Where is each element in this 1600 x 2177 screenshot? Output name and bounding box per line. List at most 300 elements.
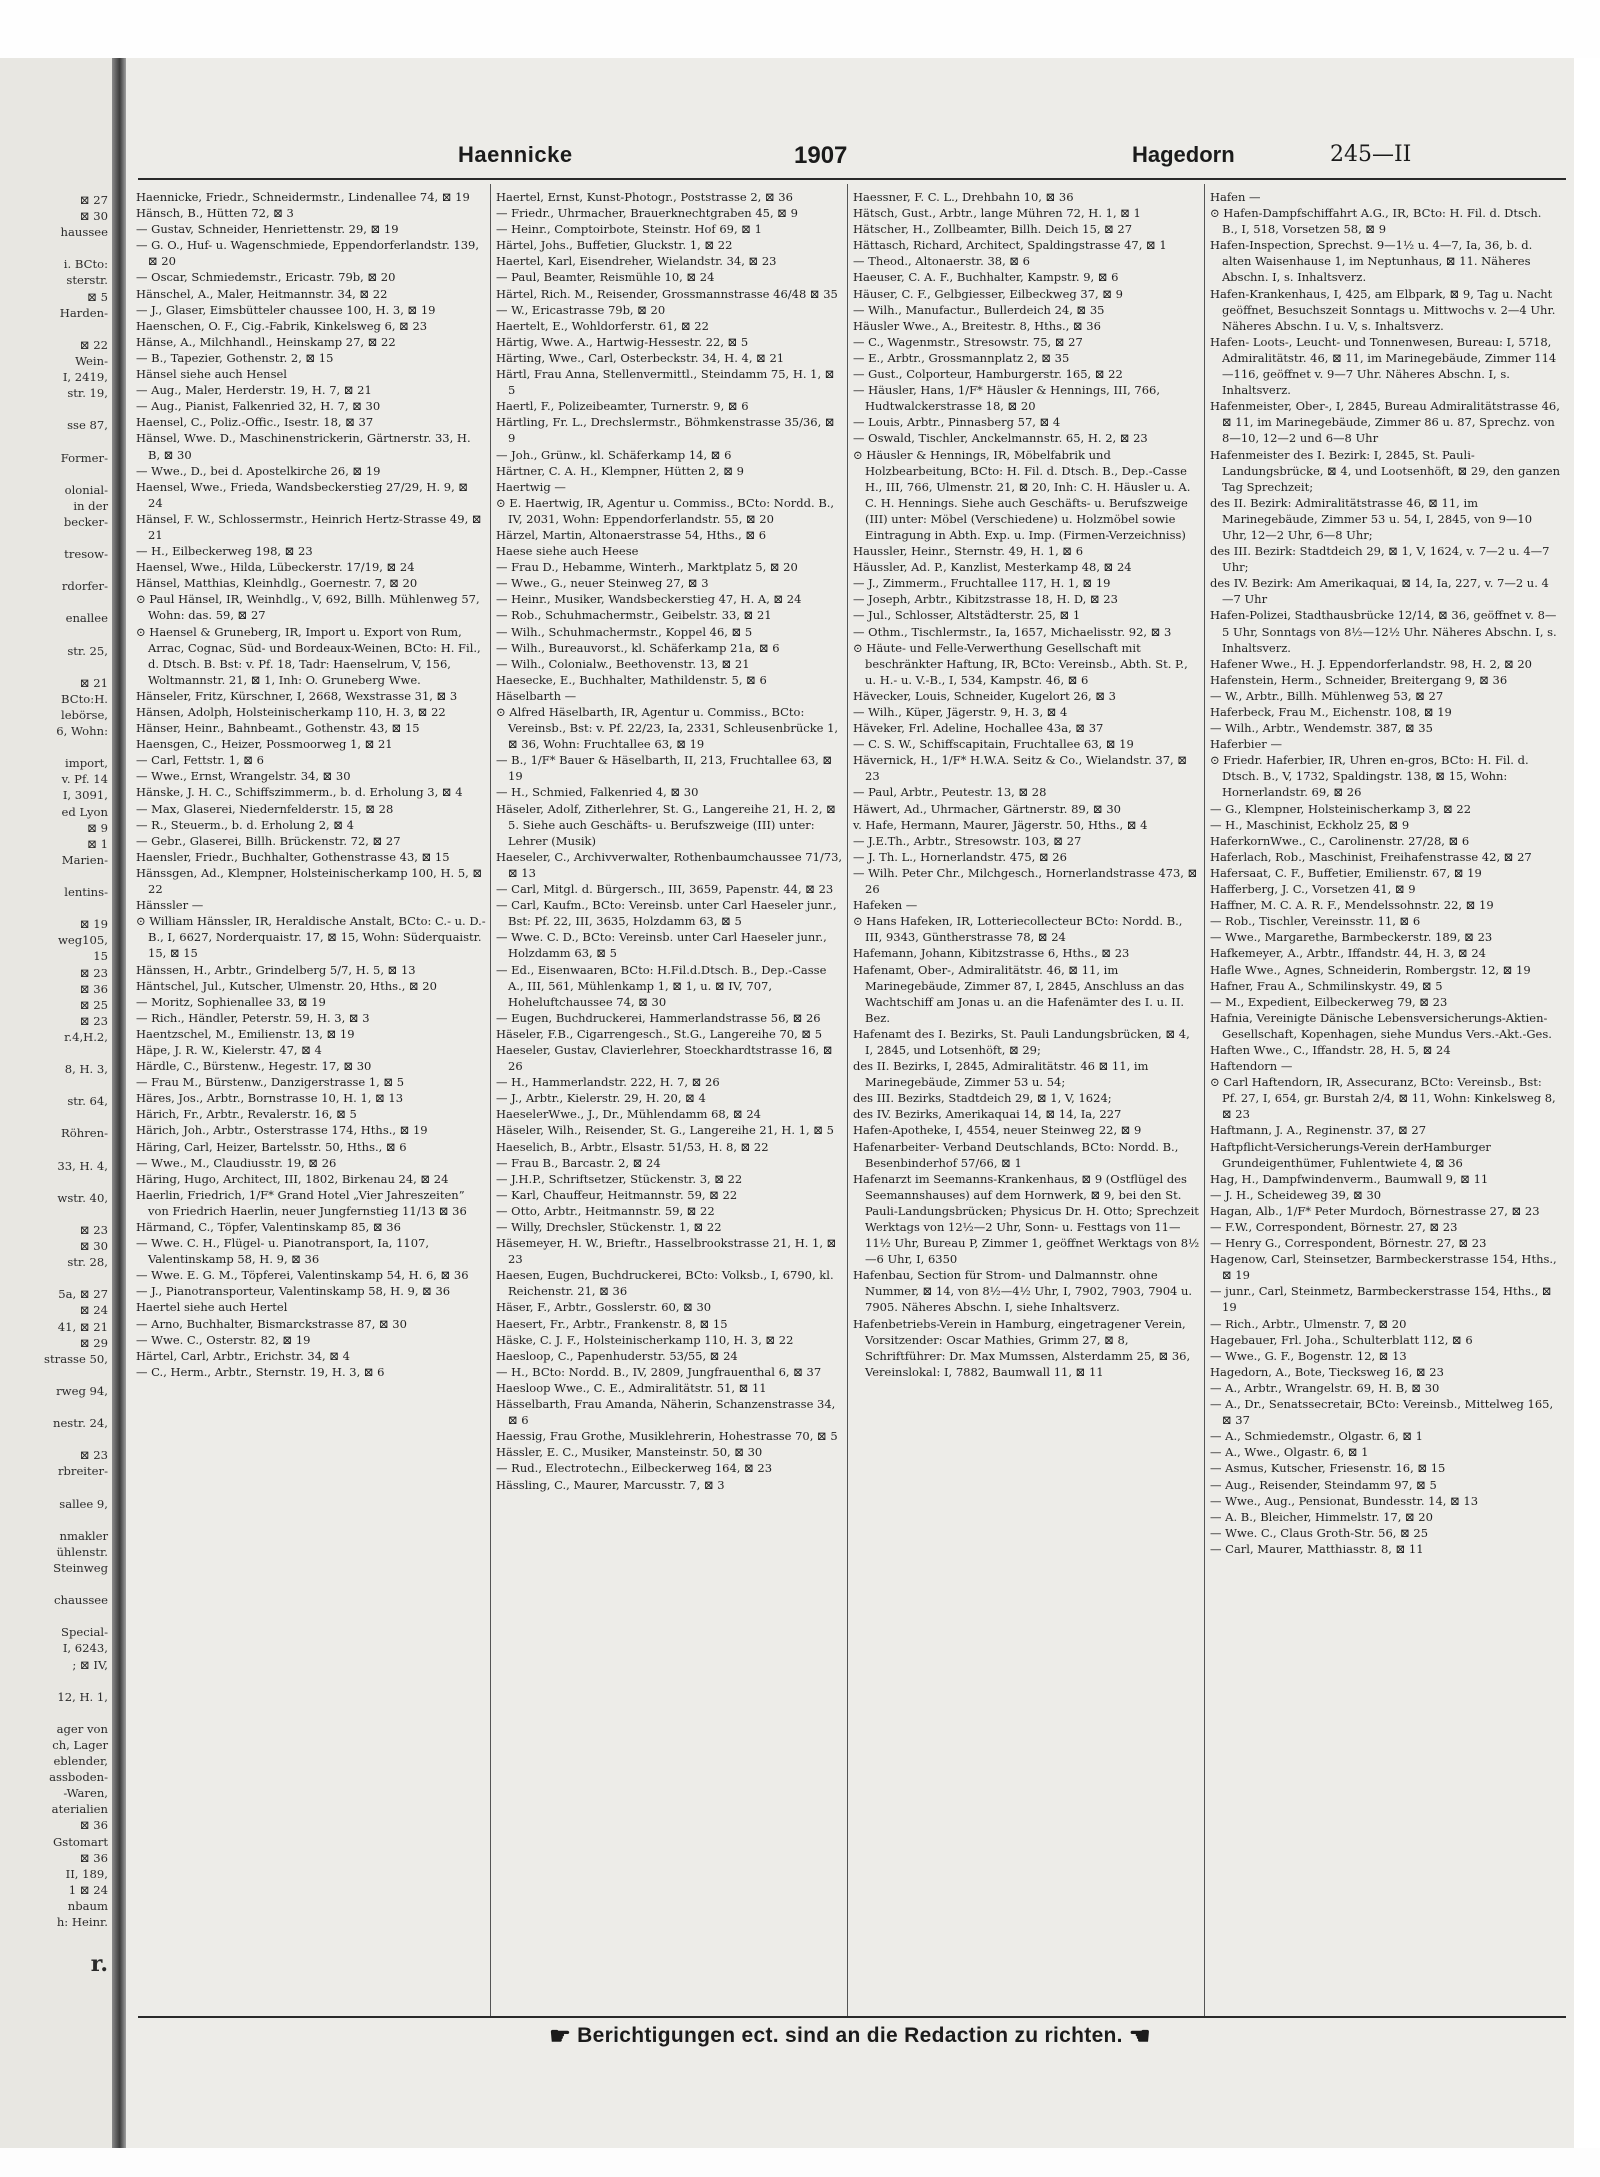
- directory-entry: — Max, Glaserei, Niedernfelderstr. 15, ⊠ 28: [136, 801, 394, 816]
- facing-page-fragment: [4, 240, 108, 256]
- directory-entry: Härich, Fr., Arbtr., Revalerstr. 16, ⊠ 5: [136, 1107, 357, 1122]
- directory-entry: Häsemeyer, H. W., Brieftr., Hasselbrookstrasse 21, H. 1, ⊠ 23: [496, 1236, 837, 1267]
- directory-entry: — Carl, Fettstr. 1, ⊠ 6: [136, 753, 264, 768]
- directory-entry: — Rud., Electrotechn., Eilbeckerweg 164, ⊠ 23: [496, 1461, 773, 1476]
- directory-entry: Haertelt, E., Wohldorferstr. 61, ⊠ 22: [496, 318, 709, 333]
- directory-entry: Häpe, J. R. W., Kielerstr. 47, ⊠ 4: [136, 1042, 322, 1057]
- facing-page-fragment: lebörse,: [60, 708, 108, 722]
- directory-entry: — Gustav, Schneider, Henriettenstr. 29, ⊠ 19: [136, 222, 399, 237]
- directory-entry: — Rich., Händler, Peterstr. 59, H. 3, ⊠ 3: [136, 1010, 370, 1025]
- directory-entry: Hafnia, Vereinigte Dänische Lebensversicherungs-Aktien-Gesellschaft, Kopenhagen, siehe Mundus Vers.-Akt.-Ges.: [1210, 1010, 1552, 1041]
- facing-page-fragment: Wein-: [75, 353, 108, 368]
- directory-entry: — Frau M., Bürstenw., Danzigerstrasse 1, ⊠ 5: [136, 1075, 405, 1090]
- directory-entry: — Carl, Mitgl. d. Bürgersch., III, 3659, Papenstr. 44, ⊠ 23: [496, 882, 834, 897]
- facing-page-fragment: ⊠ 36: [79, 1818, 108, 1833]
- directory-entry: ⊙ Hans Hafeken, IR, Lotteriecollecteur BCto: Nordd. B., III, 9343, Güntherstrasse 78, ⊠ 24: [853, 914, 1183, 945]
- directory-entry: Hafersaat, C. F., Buffetier, Emilienstr. 67, ⊠ 19: [1210, 865, 1482, 880]
- directory-entry: — Wwe. C. D., BCto: Vereinsb. unter Carl Haeseler junr., Holzdamm 63, ⊠ 5: [496, 930, 827, 961]
- directory-entry: Häres, Jos., Arbtr., Bornstrasse 10, H. 1, ⊠ 13: [136, 1091, 404, 1106]
- directory-entry: Haertwig —: [496, 479, 566, 494]
- directory-entry: Hafenmeister, Ober-, I, 2845, Bureau Admiralitätstrasse 46, ⊠ 11, im Marinegebäude, Zimmer 86 u. 87, Sprechz. von 8—10, 12—2 und 6—8 Uhr: [1210, 399, 1560, 446]
- facing-page-fragment: ager von: [56, 1721, 108, 1736]
- directory-entry: — W., Arbtr., Billh. Mühlenweg 53, ⊠ 27: [1210, 688, 1444, 703]
- directory-entry: ⊙ Alfred Häselbarth, IR, Agentur u. Commiss., BCto: Vereinsb., Bst: v. Pf. 22/23, Ia, 2331, Schleusenbrücke 1, ⊠ 36, Wohn: Fruchtallee 63, ⊠ 19: [496, 705, 839, 752]
- directory-entry: Haenschen, O. F., Cig.-Fabrik, Kinkelsweg 6, ⊠ 23: [136, 318, 428, 333]
- page-number: 245—II: [1330, 142, 1412, 167]
- facing-page-fragment: sterstr.: [66, 273, 108, 288]
- directory-entry: Hänsel, Wwe. D., Maschinenstrickerin, Gärtnerstr. 33, H. B, ⊠ 30: [136, 431, 471, 462]
- facing-page-fragment: I, 2419,: [62, 370, 108, 385]
- directory-entry: — J., Glaser, Eimsbütteler chaussee 100, H. 3, ⊠ 19: [136, 302, 436, 317]
- directory-entry: Haeuser, C. A. F., Buchhalter, Kampstr. 9, ⊠ 6: [853, 270, 1119, 285]
- directory-entry: — Gebr., Glaserei, Billh. Brückenstr. 72, ⊠ 27: [136, 833, 401, 848]
- directory-entry: Haesen, Eugen, Buchdruckerei, BCto: Volksb., I, 6790, kl. Reichenstr. 21, ⊠ 36: [496, 1268, 834, 1299]
- directory-entry: Hänssgen, Ad., Klempner, Holsteinischerkamp 100, H. 5, ⊠ 22: [136, 865, 483, 897]
- facing-page-fragment: [4, 562, 108, 578]
- directory-entry: — J., Zimmerm., Fruchtallee 117, H. 1, ⊠ 19: [853, 576, 1111, 591]
- directory-entry: — Frau D., Hebamme, Winterh., Marktplatz 5, ⊠ 20: [496, 560, 798, 575]
- facing-page-fragment: assboden-: [49, 1770, 108, 1785]
- directory-entry: — B., 1/F* Bauer & Häselbarth, II, 213, Fruchtallee 63, ⊠ 19: [496, 753, 833, 784]
- directory-entry: — Eugen, Buchdruckerei, Hammerlandstrasse 56, ⊠ 26: [496, 1010, 821, 1025]
- scan-margin-bottom: [0, 2148, 1600, 2177]
- directory-entry: des II. Bezirk: Admiralitätstrasse 46, ⊠ 11, im Marinegebäude, Zimmer 53 u. 54, I, 2845, von 9—10 Uhr, 12—2 Uhr, 6—8 Uhr;: [1210, 495, 1533, 542]
- directory-entry: — Oswald, Tischler, Anckelmannstr. 65, H. 2, ⊠ 23: [853, 431, 1148, 446]
- directory-entry: — Carl, Kaufm., BCto: Vereinsb. unter Carl Haeseler junr., Bst: Pf. 22, III, 3635, Holzdamm 63, ⊠ 5: [496, 898, 837, 929]
- facing-page-fragment: [4, 1480, 108, 1496]
- facing-page-fragment: i. BCto:: [63, 257, 108, 272]
- directory-entry: — H., Eilbeckerweg 198, ⊠ 23: [136, 544, 313, 559]
- facing-page-fragment: [4, 1576, 108, 1592]
- directory-entry: Haftmann, J. A., Reginenstr. 37, ⊠ 27: [1210, 1123, 1427, 1138]
- directory-entry: Härtig, Wwe. A., Hartwig-Hessestr. 22, ⊠ 5: [496, 334, 749, 349]
- facing-page-text: [4, 192, 108, 1978]
- directory-entry: Härtling, Fr. L., Drechslermstr., Böhmkenstrasse 35/36, ⊠ 9: [496, 415, 835, 446]
- directory-entry: Haese siehe auch Heese: [496, 544, 639, 559]
- directory-entry: — Wwe., G., neuer Steinweg 27, ⊠ 3: [496, 576, 709, 591]
- facing-page-fragment: 1 ⊠ 24: [68, 1882, 108, 1897]
- directory-entry: — Carl, Maurer, Matthiasstr. 8, ⊠ 11: [1210, 1541, 1424, 1556]
- directory-entry: Hafle Wwe., Agnes, Schneiderin, Rombergstr. 12, ⊠ 19: [1210, 962, 1531, 977]
- facing-page-fragment: [4, 868, 108, 884]
- directory-entry: Haentzschel, M., Emilienstr. 13, ⊠ 19: [136, 1026, 355, 1041]
- facing-page-fragment: str. 19,: [67, 386, 108, 401]
- directory-entry: ⊙ William Hänssler, IR, Heraldische Anstalt, BCto: C.- u. D.-B., I, 6627, Norderquaistr. 17, ⊠ 15, Wohn: Süderquaistr. 15, ⊠ 15: [136, 914, 486, 961]
- facing-page-fragment: ⊠ 36: [79, 1850, 108, 1865]
- facing-page-fragment: [4, 1174, 108, 1190]
- facing-page-fragment: str. 28,: [67, 1255, 108, 1270]
- directory-entry: des IV. Bezirk: Am Amerikaquai, ⊠ 14, Ia, 227, v. 7—2 u. 4—7 Uhr: [1210, 576, 1549, 607]
- directory-entry: Häussler, Ad. P., Kanzlist, Mesterkamp 48, ⊠ 24: [853, 560, 1132, 575]
- directory-entry: — C. S. W., Schiffscapitain, Fruchtallee 63, ⊠ 19: [853, 737, 1134, 752]
- directory-entry: — H., Hammerlandstr. 222, H. 7, ⊠ 26: [496, 1075, 720, 1090]
- directory-entry: ⊙ Paul Hänsel, IR, Weinhdlg., V, 692, Billh. Mühlenweg 57, Wohn: das. 59, ⊠ 27: [136, 592, 480, 623]
- facing-page-fragment: rweg 94,: [56, 1383, 108, 1398]
- directory-entry: — M., Expedient, Eilbeckerweg 79, ⊠ 23: [1210, 994, 1448, 1009]
- facing-page-fragment: str. 64,: [67, 1094, 108, 1109]
- directory-column-4: [1210, 189, 1560, 2014]
- page-footer: [126, 2022, 1574, 2051]
- facing-page-fragment: nbaum: [67, 1898, 108, 1913]
- facing-page-fragment: ⊠ 19: [79, 917, 108, 932]
- facing-page-fragment: ⊠ 29: [79, 1335, 108, 1350]
- directory-entry: — Othm., Tischlermstr., Ia, 1657, Michaelisstr. 92, ⊠ 3: [853, 624, 1172, 639]
- facing-page-fragment: [4, 900, 108, 916]
- facing-page-fragment: haussee: [60, 225, 108, 240]
- directory-entry: Hafenarbeiter- Verband Deutschlands, BCto: Nordd. B., Besenbinderhof 57/66, ⊠ 1: [853, 1139, 1179, 1170]
- pointing-hand-left-icon: ☚: [1128, 2023, 1151, 2050]
- facing-page-fragment: 41, ⊠ 21: [57, 1319, 108, 1334]
- directory-entry: — Rob., Tischler, Vereinsstr. 11, ⊠ 6: [1210, 914, 1421, 929]
- facing-page-fragment: 6, Wohn:: [56, 724, 108, 739]
- facing-page-fragment: ⊠ 23: [79, 965, 108, 980]
- directory-entry: — Häusler, Hans, 1/F* Häusler & Hennings, III, 766, Hudtwalckerstrasse 18, ⊠ 20: [853, 383, 1161, 414]
- directory-entry: Häring, Hugo, Architect, III, 1802, Birkenau 24, ⊠ 24: [136, 1171, 449, 1186]
- facing-page-fragment: rbreiter-: [57, 1464, 108, 1479]
- directory-entry: — H., Schmied, Falkenried 4, ⊠ 30: [496, 785, 699, 800]
- directory-entry: Haertel, Ernst, Kunst-Photogr., Poststrasse 2, ⊠ 36: [496, 190, 793, 204]
- directory-entry: Hafen-Polizei, Stadthausbrücke 12/14, ⊠ 36, geöffnet v. 8—5 Uhr, Sonntags von 8½—12½ Uhr. Näheres Abschn. I, s. Inhaltsverz.: [1210, 608, 1557, 655]
- directory-entry: — Joseph, Arbtr., Kibitzstrasse 18, H. D, ⊠ 23: [853, 592, 1118, 607]
- directory-entry: Hänsel siehe auch Hensel: [136, 367, 287, 382]
- directory-entry: — Wilh., Küper, Jägerstr. 9, H. 3, ⊠ 4: [853, 705, 1068, 719]
- facing-page-fragment: r.: [90, 1951, 108, 1978]
- directory-entry: Haffner, M. C. A. R. F., Mendelssohnstr. 22, ⊠ 19: [1210, 898, 1494, 913]
- directory-entry: Haensler, Friedr., Buchhalter, Gothenstrasse 43, ⊠ 15: [136, 849, 450, 864]
- directory-entry: Hafenbetriebs-Verein in Hamburg, eingetragener Verein, Vorsitzender: Oscar Mathies, Grimm 27, ⊠ 8, Schriftführer: Dr. Max Mumssen, Alsterdamm 25, ⊠ 36, Vereinslokal: I, 7882, Baumwall 11, ⊠ 11: [853, 1316, 1191, 1379]
- facing-page-fragment: ⊠ 36: [79, 981, 108, 996]
- directory-entry: — Theod., Altonaerstr. 38, ⊠ 6: [853, 254, 1031, 269]
- facing-page-fragment: eblender,: [53, 1754, 108, 1769]
- directory-entry: — Wilh., Schuhmachermstr., Koppel 46, ⊠ 5: [496, 624, 753, 639]
- facing-page-fragment: wstr. 40,: [57, 1190, 108, 1205]
- directory-entry: Hätscher, H., Zollbeamter, Billh. Deich 15, ⊠ 27: [853, 222, 1133, 237]
- facing-page-fragment: [4, 1673, 108, 1689]
- directory-entry: Haftendorn —: [1210, 1059, 1293, 1074]
- directory-entry: — Rich., Arbtr., Ulmenstr. 7, ⊠ 20: [1210, 1316, 1407, 1331]
- directory-entry: Härtel, Rich. M., Reisender, Grossmannstrasse 46/48 ⊠ 35: [496, 286, 838, 301]
- facing-page-fragment: [4, 1142, 108, 1158]
- directory-entry: Hänser, Heinr., Bahnbeamt., Gothenstr. 43, ⊠ 15: [136, 721, 420, 736]
- directory-entry: — W., Ericastrasse 79b, ⊠ 20: [496, 302, 666, 317]
- directory-entry: — Moritz, Sophienallee 33, ⊠ 19: [136, 994, 326, 1009]
- facing-page-fragment: r.4,H.2,: [64, 1029, 108, 1044]
- directory-entry: — G., Klempner, Holsteinischerkamp 3, ⊠ 22: [1210, 801, 1472, 816]
- directory-entry: Haensel, C., Poliz.-Offic., Isestr. 18, ⊠ 37: [136, 415, 374, 430]
- directory-entry: Hänssler —: [136, 898, 204, 913]
- facing-page-fragment: Former-: [60, 450, 108, 465]
- directory-entry: — H., Maschinist, Eckholz 25, ⊠ 9: [1210, 817, 1410, 832]
- directory-entry: Härtel, Carl, Arbtr., Erichstr. 34, ⊠ 4: [136, 1348, 350, 1363]
- directory-entry: — Wwe., G. F., Bogenstr. 12, ⊠ 13: [1210, 1348, 1407, 1363]
- directory-entry: Hafen-Apotheke, I, 4554, neuer Steinweg 22, ⊠ 9: [853, 1123, 1142, 1138]
- header-first-name: Haennicke: [458, 142, 573, 167]
- directory-entry: Häseler, F.B., Cigarrengesch., St.G., Langereihe 70, ⊠ 5: [496, 1026, 823, 1041]
- directory-entry: — Wwe. C., Osterstr. 82, ⊠ 19: [136, 1332, 311, 1347]
- directory-entry: — junr., Carl, Steinmetz, Barmbeckerstrasse 154, Hths., ⊠ 19: [1210, 1284, 1552, 1315]
- column-divider: [847, 184, 848, 2018]
- facing-page-fragment: ⊠ 23: [79, 1223, 108, 1237]
- facing-page-fragment: ⊠ 23: [79, 1013, 108, 1028]
- directory-entry: Haeselich, B., Arbtr., Elsastr. 51/53, H. 8, ⊠ 22: [496, 1139, 769, 1154]
- directory-entry: Hafenarzt im Seemanns-Krankenhaus, ⊠ 9 (Ostflügel des Seemannshauses) auf dem Hornwerk, ⊠ 9, bei den St. Pauli-Landungsbrücken; Physicus Dr. H. Otto; Sprechzeit Werktags von 12½—2 Uhr, Sonn- u. Festtags von 11—11½ Uhr, Bureau P, Zimmer 1, geöffnet Werktags von 8½—6 Uhr, I, 6350: [853, 1171, 1200, 1267]
- facing-page-fragment: [4, 466, 108, 482]
- directory-entry: — J. H., Scheideweg 39, ⊠ 30: [1210, 1187, 1382, 1202]
- directory-entry: — Wilh. Peter Chr., Milchgesch., Hornerlandstrasse 473, ⊠ 26: [853, 865, 1198, 897]
- directory-entry: Häuser, C. F., Gelbgiesser, Eilbeckweg 37, ⊠ 9: [853, 286, 1123, 301]
- directory-entry: — Wwe. C. H., Flügel- u. Pianotransport, Ia, 1107, Valentinskamp 58, H. 9, ⊠ 36: [136, 1236, 430, 1267]
- facing-page-fragment: ; ⊠ IV,: [72, 1657, 108, 1672]
- directory-entry: — A. B., Bleicher, Himmelstr. 17, ⊠ 20: [1210, 1509, 1433, 1524]
- directory-entry: Haeseler, C., Archivverwalter, Rothenbaumchaussee 71/73, ⊠ 13: [496, 849, 843, 880]
- directory-entry: — A., Wwe., Olgastr. 6, ⊠ 1: [1210, 1445, 1369, 1460]
- facing-page-fragment: sallee 9,: [59, 1496, 108, 1511]
- directory-entry: Hättasch, Richard, Architect, Spaldingstrasse 47, ⊠ 1: [853, 238, 1167, 253]
- directory-entry: — Paul, Arbtr., Peutestr. 13, ⊠ 28: [853, 785, 1047, 800]
- facing-page-fragment: [4, 1045, 108, 1061]
- directory-entry: Haesecke, E., Buchhalter, Mathildenstr. 5, ⊠ 6: [496, 672, 767, 687]
- directory-entry: des II. Bezirks, I, 2845, Admiralitätstr. 46 ⊠ 11, im Marinegebäude, Zimmer 53 u. 54;: [853, 1059, 1149, 1090]
- directory-entry: — Rob., Schuhmachermstr., Geibelstr. 33, ⊠ 21: [496, 608, 772, 623]
- directory-entry: HaferkornWwe., C., Carolinenstr. 27/28, ⊠ 6: [1210, 833, 1470, 848]
- facing-page-fragment: tresow-: [64, 547, 108, 562]
- facing-page-fragment: [4, 321, 108, 337]
- directory-entry: Härting, Wwe., Carl, Osterbeckstr. 34, H. 4, ⊠ 21: [496, 350, 785, 365]
- directory-entry: Haferbier —: [1210, 737, 1282, 752]
- facing-page-fragment: strasse 50,: [44, 1351, 108, 1366]
- book-gutter: [112, 58, 126, 2148]
- directory-entry: — Frau B., Barcastr. 2, ⊠ 24: [496, 1155, 661, 1170]
- facing-page-fragment: ⊠ 22: [79, 337, 108, 352]
- facing-page-fragment: [4, 1512, 108, 1528]
- directory-entry: Haessner, F. C. L., Drehbahn 10, ⊠ 36: [853, 190, 1074, 204]
- directory-entry: — A., Schmiedemstr., Olgastr. 6, ⊠ 1: [1210, 1429, 1423, 1444]
- directory-entry: Härdle, C., Bürstenw., Hegestr. 17, ⊠ 30: [136, 1059, 372, 1074]
- facing-page-fragment: sse 87,: [67, 418, 108, 433]
- directory-entry: Härtner, C. A. H., Klempner, Hütten 2, ⊠ 9: [496, 463, 744, 478]
- directory-entry: — R., Steuerm., b. d. Erholung 2, ⊠ 4: [136, 817, 354, 832]
- directory-entry: Hagedorn, A., Bote, Tiecksweg 16, ⊠ 23: [1210, 1364, 1444, 1379]
- directory-entry: des III. Bezirk: Stadtdeich 29, ⊠ 1, V, 1624, v. 7—2 u. 4—7 Uhr;: [1210, 544, 1550, 575]
- directory-entry: HaeselerWwe., J., Dr., Mühlendamm 68, ⊠ 24: [496, 1107, 761, 1122]
- footer-rule: [138, 2016, 1566, 2018]
- directory-entry: Haertel siehe auch Hertel: [136, 1300, 288, 1315]
- directory-entry: Häusler Wwe., A., Breitestr. 8, Hths., ⊠ 36: [853, 318, 1101, 333]
- directory-entry: Hafkemeyer, A., Arbtr., Iffandstr. 44, H. 3, ⊠ 24: [1210, 946, 1486, 961]
- directory-entry: Häring, Carl, Heizer, Bartelsstr. 50, Hths., ⊠ 6: [136, 1139, 407, 1154]
- directory-entry: Hafener Wwe., H. J. Eppendorferlandstr. 98, H. 2, ⊠ 20: [1210, 656, 1532, 671]
- column-divider: [1204, 184, 1205, 2018]
- directory-entry: — A., Arbtr., Wrangelstr. 69, H. B, ⊠ 30: [1210, 1380, 1440, 1395]
- directory-entry: ⊙ Häusler & Hennings, IR, Möbelfabrik und Holzbearbeitung, BCto: H. Fil. d. Dtsch. B., Dep.-Casse H., III, 766, Ulmenstr. 21, ⊠ 20, Inh: C. H. Häusler u. A. C. H. Hennings. Siehe auch Geschäfts- u. Berufszweige (III) unter: Möbel (Verschiedene) u. Holzmöbel sowie Eintragung in Abth. Exp. u. Imp. (Firmen-Verzeichniss): [853, 447, 1191, 542]
- directory-entry: Hafferberg, J. C., Vorsetzen 41, ⊠ 9: [1210, 882, 1416, 897]
- directory-entry: Hänsel, F. W., Schlossermstr., Heinrich Hertz-Strasse 49, ⊠ 21: [136, 511, 482, 542]
- directory-entry: — Heinr., Musiker, Wandsbeckerstieg 47, H. A, ⊠ 24: [496, 592, 802, 607]
- directory-entry: Haertl, F., Polizeibeamter, Turnerstr. 9, ⊠ 6: [496, 399, 749, 414]
- facing-page-fragment: Steinweg: [53, 1560, 108, 1575]
- facing-page-fragment: ⊠ 30: [79, 209, 108, 224]
- directory-entry: Hagenow, Carl, Steinsetzer, Barmbeckerstrasse 154, Hths., ⊠ 19: [1210, 1252, 1557, 1283]
- directory-entry: — Henry G., Correspondent, Börnestr. 27, ⊠ 23: [1210, 1236, 1487, 1251]
- directory-entry: Hänsen, Adolph, Holsteinischerkamp 110, H. 3, ⊠ 22: [136, 705, 446, 719]
- facing-page-fragment: [4, 1930, 108, 1946]
- directory-entry: — Aug., Reisender, Steindamm 97, ⊠ 5: [1210, 1477, 1437, 1492]
- directory-entry: Hafen- Loots-, Leucht- und Tonnenwesen, Bureau: I, 5718, Admiralitätstr. 46, ⊠ 11, im Marinegebäude, Zimmer 114—116, geöffnet v. 9—7 Uhr. Näheres Abschn. I, s. Inhaltsverz.: [1210, 334, 1557, 398]
- directory-entry: — Karl, Chauffeur, Heitmannstr. 59, ⊠ 22: [496, 1187, 738, 1202]
- directory-entry: ⊙ Friedr. Haferbier, IR, Uhren en-gros, BCto: H. Fil. d. Dtsch. B., V, 1732, Spaldingstr. 138, ⊠ 15, Wohn: Hornerlandstr. 69, ⊠ 26: [1210, 753, 1529, 800]
- directory-column-1: [136, 189, 486, 2014]
- directory-entry: Hävecker, Louis, Schneider, Kugelort 26, ⊠ 3: [853, 688, 1116, 703]
- directory-entry: Hafenstein, Herm., Schneider, Breitergang 9, ⊠ 36: [1210, 672, 1508, 687]
- directory-entry: Haferlach, Rob., Maschinist, Freihafenstrasse 42, ⊠ 27: [1210, 849, 1532, 864]
- facing-page-fragment: in der: [73, 498, 108, 513]
- directory-entry: — J., Arbtr., Kielerstr. 29, H. 20, ⊠ 4: [496, 1091, 706, 1106]
- directory-entry: Haennicke, Friedr., Schneidermstr., Lindenallee 74, ⊠ 19: [136, 190, 470, 204]
- facing-page-fragment: BCto:H.: [61, 691, 108, 706]
- directory-entry: — C., Wagenmstr., Stresowstr. 75, ⊠ 27: [853, 334, 1083, 349]
- facing-page-fragment: [4, 401, 108, 417]
- facing-page-fragment: Harden-: [59, 305, 108, 320]
- directory-entry: Hässling, C., Maurer, Marcusstr. 7, ⊠ 3: [496, 1477, 725, 1492]
- facing-page-fragment: 12, H. 1,: [57, 1689, 108, 1704]
- directory-entry: Hafner, Frau A., Schmilinskystr. 49, ⊠ 5: [1210, 978, 1443, 993]
- directory-entry: Haesloop, C., Papenhuderstr. 53/55, ⊠ 24: [496, 1348, 738, 1363]
- directory-entry: — C., Herm., Arbtr., Sternstr. 19, H. 3, ⊠ 6: [136, 1364, 385, 1379]
- directory-entry: — Wwe., M., Claudiusstr. 19, ⊠ 26: [136, 1155, 337, 1170]
- directory-entry: des IV. Bezirks, Amerikaquai 14, ⊠ 14, Ia, 227: [853, 1107, 1122, 1122]
- facing-page-fragment: Marien-: [61, 852, 108, 867]
- directory-entry: Härtl, Frau Anna, Stellenvermittl., Steindamm 75, H. 1, ⊠ 5: [496, 367, 835, 398]
- directory-entry: — Heinr., Comptoirbote, Steinstr. Hof 69, ⊠ 1: [496, 222, 762, 237]
- facing-page-fragment: [4, 1705, 108, 1721]
- directory-entry: Hafen-Krankenhaus, I, 425, am Elbpark, ⊠ 9, Tag u. Nacht geöffnet, Besuchszeit Sonntags u. Mittwochs v. 2—4 Uhr. Näheres Abschn. I u. V, s. Inhaltsverz.: [1210, 286, 1556, 333]
- directory-entry: — J.H.P., Schriftsetzer, Stückenstr. 3, ⊠ 22: [496, 1171, 743, 1186]
- directory-entry: Häser, F., Arbtr., Gosslerstr. 60, ⊠ 30: [496, 1300, 712, 1315]
- directory-entry: — Wwe., Aug., Pensionat, Bundesstr. 14, ⊠ 13: [1210, 1493, 1479, 1508]
- directory-entry: Härmand, C., Töpfer, Valentinskamp 85, ⊠ 36: [136, 1220, 401, 1234]
- directory-entry: Hässler, E. C., Musiker, Mansteinstr. 50, ⊠ 30: [496, 1445, 763, 1460]
- directory-entry: Hänschel, A., Maler, Heitmannstr. 34, ⊠ 22: [136, 286, 388, 301]
- directory-entry: v. Hafe, Hermann, Maurer, Jägerstr. 50, Hths., ⊠ 4: [853, 817, 1148, 832]
- header-year: 1907: [794, 142, 848, 169]
- facing-page-fragment: import,: [65, 756, 108, 771]
- facing-page-fragment: [4, 594, 108, 610]
- directory-entry: — Otto, Arbtr., Heitmannstr. 59, ⊠ 22: [496, 1203, 715, 1218]
- facing-page-fragment: [4, 1431, 108, 1447]
- directory-entry: Haensel, Wwe., Frieda, Wandsbeckerstieg 27/29, H. 9, ⊠ 24: [136, 479, 469, 510]
- directory-page: [126, 58, 1574, 2148]
- facing-page-fragment: ⊠ 1: [87, 836, 108, 851]
- directory-entry: Hafen —: [1210, 190, 1261, 204]
- facing-page-fragment: [4, 1077, 108, 1093]
- directory-entry: Hänseler, Fritz, Kürschner, I, 2668, Wexstrasse 31, ⊠ 3: [136, 688, 458, 703]
- directory-column-2: [496, 189, 843, 2014]
- directory-entry: — J.E.Th., Arbtr., Stresowstr. 103, ⊠ 27: [853, 833, 1082, 848]
- facing-page-fragment: 33, H. 4,: [57, 1158, 108, 1173]
- directory-entry: — B., Tapezier, Gothenstr. 2, ⊠ 15: [136, 350, 334, 365]
- directory-column-3: [853, 189, 1200, 2014]
- facing-page-fragment: lentins-: [64, 885, 108, 900]
- directory-entry: — Wwe., D., bei d. Apostelkirche 26, ⊠ 19: [136, 463, 381, 478]
- facing-page-fragment: II, 189,: [65, 1866, 108, 1881]
- facing-page-fragment: [4, 627, 108, 643]
- directory-entry: Haussler, Heinr., Sternstr. 49, H. 1, ⊠ 6: [853, 544, 1084, 559]
- facing-page-fragment: [4, 1367, 108, 1383]
- facing-page-fragment: nestr. 24,: [52, 1416, 108, 1431]
- facing-page-fragment: 5a, ⊠ 27: [58, 1287, 108, 1302]
- facing-page-fragment: [4, 433, 108, 449]
- directory-entry: des III. Bezirks, Stadtdeich 29, ⊠ 1, V, 1624;: [853, 1091, 1112, 1106]
- directory-entry: — Friedr., Uhrmacher, Brauerknechtgraben 45, ⊠ 9: [496, 206, 798, 221]
- directory-entry: Häske, C. J. F., Holsteinischerkamp 110, H. 3, ⊠ 22: [496, 1332, 794, 1347]
- column-divider: [490, 184, 491, 2018]
- facing-page-fragment: h: Heinr.: [56, 1915, 108, 1930]
- directory-entry: Hag, H., Dampfwindenverm., Baumwall 9, ⊠ 11: [1210, 1171, 1489, 1186]
- directory-entry: Häseler, Adolf, Zitherlehrer, St. G., Langereihe 21, H. 2, ⊠ 5. Siehe auch Geschäfts- u. Berufszweige (III) unter: Lehrer (Musik): [496, 801, 836, 848]
- directory-entry: Hafeken —: [853, 898, 918, 913]
- directory-entry: — Gust., Colporteur, Hamburgerstr. 165, ⊠ 22: [853, 367, 1123, 382]
- facing-page-edge: [0, 58, 112, 2148]
- directory-entry: Hätsch, Gust., Arbtr., lange Mühren 72, H. 1, ⊠ 1: [853, 206, 1141, 221]
- directory-entry: Härich, Joh., Arbtr., Osterstrasse 174, Hths., ⊠ 19: [136, 1123, 428, 1138]
- directory-entry: — Wwe., Margarethe, Barmbeckerstr. 189, ⊠ 23: [1210, 930, 1493, 945]
- facing-page-fragment: [4, 1206, 108, 1222]
- directory-entry: ⊙ Haensel & Gruneberg, IR, Import u. Export von Rum, Arrac, Cognac, Süd- und Bordeaux-Weinen, BCto: H. Fil., d. Dtsch. B. Bst: v. Pf. 18, Tadr: Haenselrum, V, 156, Woltmannstr. 21, ⊠ 1, Inh: O. Gruneberg Wwe.: [136, 624, 481, 687]
- directory-entry: — Arno, Buchhalter, Bismarckstrasse 87, ⊠ 30: [136, 1316, 407, 1331]
- facing-page-fragment: ed Lyon: [61, 804, 108, 819]
- directory-entry: — Wwe., Ernst, Wrangelstr. 34, ⊠ 30: [136, 769, 351, 784]
- directory-entry: — Jul., Schlosser, Altstädterstr. 25, ⊠ 1: [853, 608, 1081, 623]
- directory-entry: — Asmus, Kutscher, Friesenstr. 16, ⊠ 15: [1210, 1461, 1446, 1476]
- facing-page-fragment: olonial-: [64, 482, 108, 497]
- facing-page-fragment: [4, 530, 108, 546]
- directory-entry: — A., Dr., Senatssecretair, BCto: Vereinsb., Mittelweg 165, ⊠ 37: [1210, 1397, 1554, 1428]
- footer-notice: Berichtigungen ect. sind an die Redaction zu richten.: [577, 2024, 1123, 2047]
- directory-entry: Haesloop Wwe., C. E., Admiralitätstr. 51, ⊠ 11: [496, 1380, 767, 1395]
- directory-entry: — Willy, Drechsler, Stückenstr. 1, ⊠ 22: [496, 1220, 722, 1234]
- facing-page-fragment: chaussee: [54, 1593, 108, 1608]
- directory-entry: Hänske, J. H. C., Schiffszimmerm., b. d. Erholung 3, ⊠ 4: [136, 785, 463, 800]
- scan-margin-top: [0, 0, 1600, 58]
- directory-entry: — G. O., Huf- u. Wagenschmiede, Eppendorferlandstr. 139, ⊠ 20: [136, 238, 480, 269]
- directory-entry: — Wilh., Manufactur., Bullerdeich 24, ⊠ 35: [853, 302, 1105, 317]
- directory-entry: Hafen-Inspection, Sprechst. 9—1½ u. 4—7, Ia, 36, b. d. alten Waisenhause 1, im Neptunhaus, ⊠ 11. Näheres Abschn. I, s. Inhaltsverz.: [1210, 238, 1533, 285]
- directory-entry: Haftpflicht-Versicherungs-Verein derHamburger Grundeigenthümer, Fuhlentwiete 4, ⊠ 36: [1210, 1139, 1491, 1170]
- directory-entry: Haesert, Fr., Arbtr., Frankenstr. 8, ⊠ 15: [496, 1316, 728, 1331]
- facing-page-fragment: -Waren,: [63, 1786, 108, 1801]
- directory-entry: Häntschel, Jul., Kutscher, Ulmenstr. 20, Hths., ⊠ 20: [136, 978, 437, 993]
- directory-entry: Hävernick, H., 1/F* H.W.A. Seitz & Co., Wielandstr. 37, ⊠ 23: [853, 753, 1187, 784]
- header-rule: [138, 178, 1566, 180]
- directory-entry: Hänse, A., Milchhandl., Heinskamp 27, ⊠ 22: [136, 334, 396, 349]
- directory-entry: ⊙ Häute- und Felle-Verwerthung Gesellschaft mit beschränkter Haftung, IR, BCto: Vereinsb., Abth. St. P., u. H.- u. V.-B., I, 534, Kampstr. 46, ⊠ 6: [853, 640, 1188, 687]
- directory-entry: Hafenamt des I. Bezirks, St. Pauli Landungsbrücken, ⊠ 4, I, 2845, und Lotsenhöft, ⊠ 29;: [853, 1026, 1190, 1057]
- facing-page-fragment: ⊠ 23: [79, 1448, 108, 1463]
- facing-page-fragment: ⊠ 24: [79, 1303, 108, 1318]
- facing-page-fragment: ühlenstr.: [56, 1544, 108, 1559]
- facing-page-fragment: I, 6243,: [62, 1641, 108, 1656]
- directory-entry: Haensel, Wwe., Hilda, Lübeckerstr. 17/19, ⊠ 24: [136, 560, 415, 575]
- directory-entry: — Wilh., Bureauvorst., kl. Schäferkamp 21a, ⊠ 6: [496, 640, 780, 655]
- directory-entry: — Louis, Arbtr., Pinnasberg 57, ⊠ 4: [853, 415, 1061, 430]
- directory-entry: Hässelbarth, Frau Amanda, Näherin, Schanzenstrasse 34, ⊠ 6: [496, 1397, 836, 1428]
- directory-entry: Hänsel, Matthias, Kleinhdlg., Goernestr. 7, ⊠ 20: [136, 576, 418, 591]
- directory-entry: — E., Arbtr., Grossmannplatz 2, ⊠ 35: [853, 350, 1070, 365]
- facing-page-fragment: [4, 659, 108, 675]
- directory-entry: Hafenmeister des I. Bezirk: I, 2845, St. Pauli-Landungsbrücke, ⊠ 4, und Lootsenhöft, ⊠ 29, den ganzen Tag Sprechzeit;: [1210, 447, 1560, 494]
- facing-page-fragment: weg105,: [57, 933, 108, 948]
- directory-entry: Härzel, Martin, Altonaerstrasse 54, Hths., ⊠ 6: [496, 527, 767, 542]
